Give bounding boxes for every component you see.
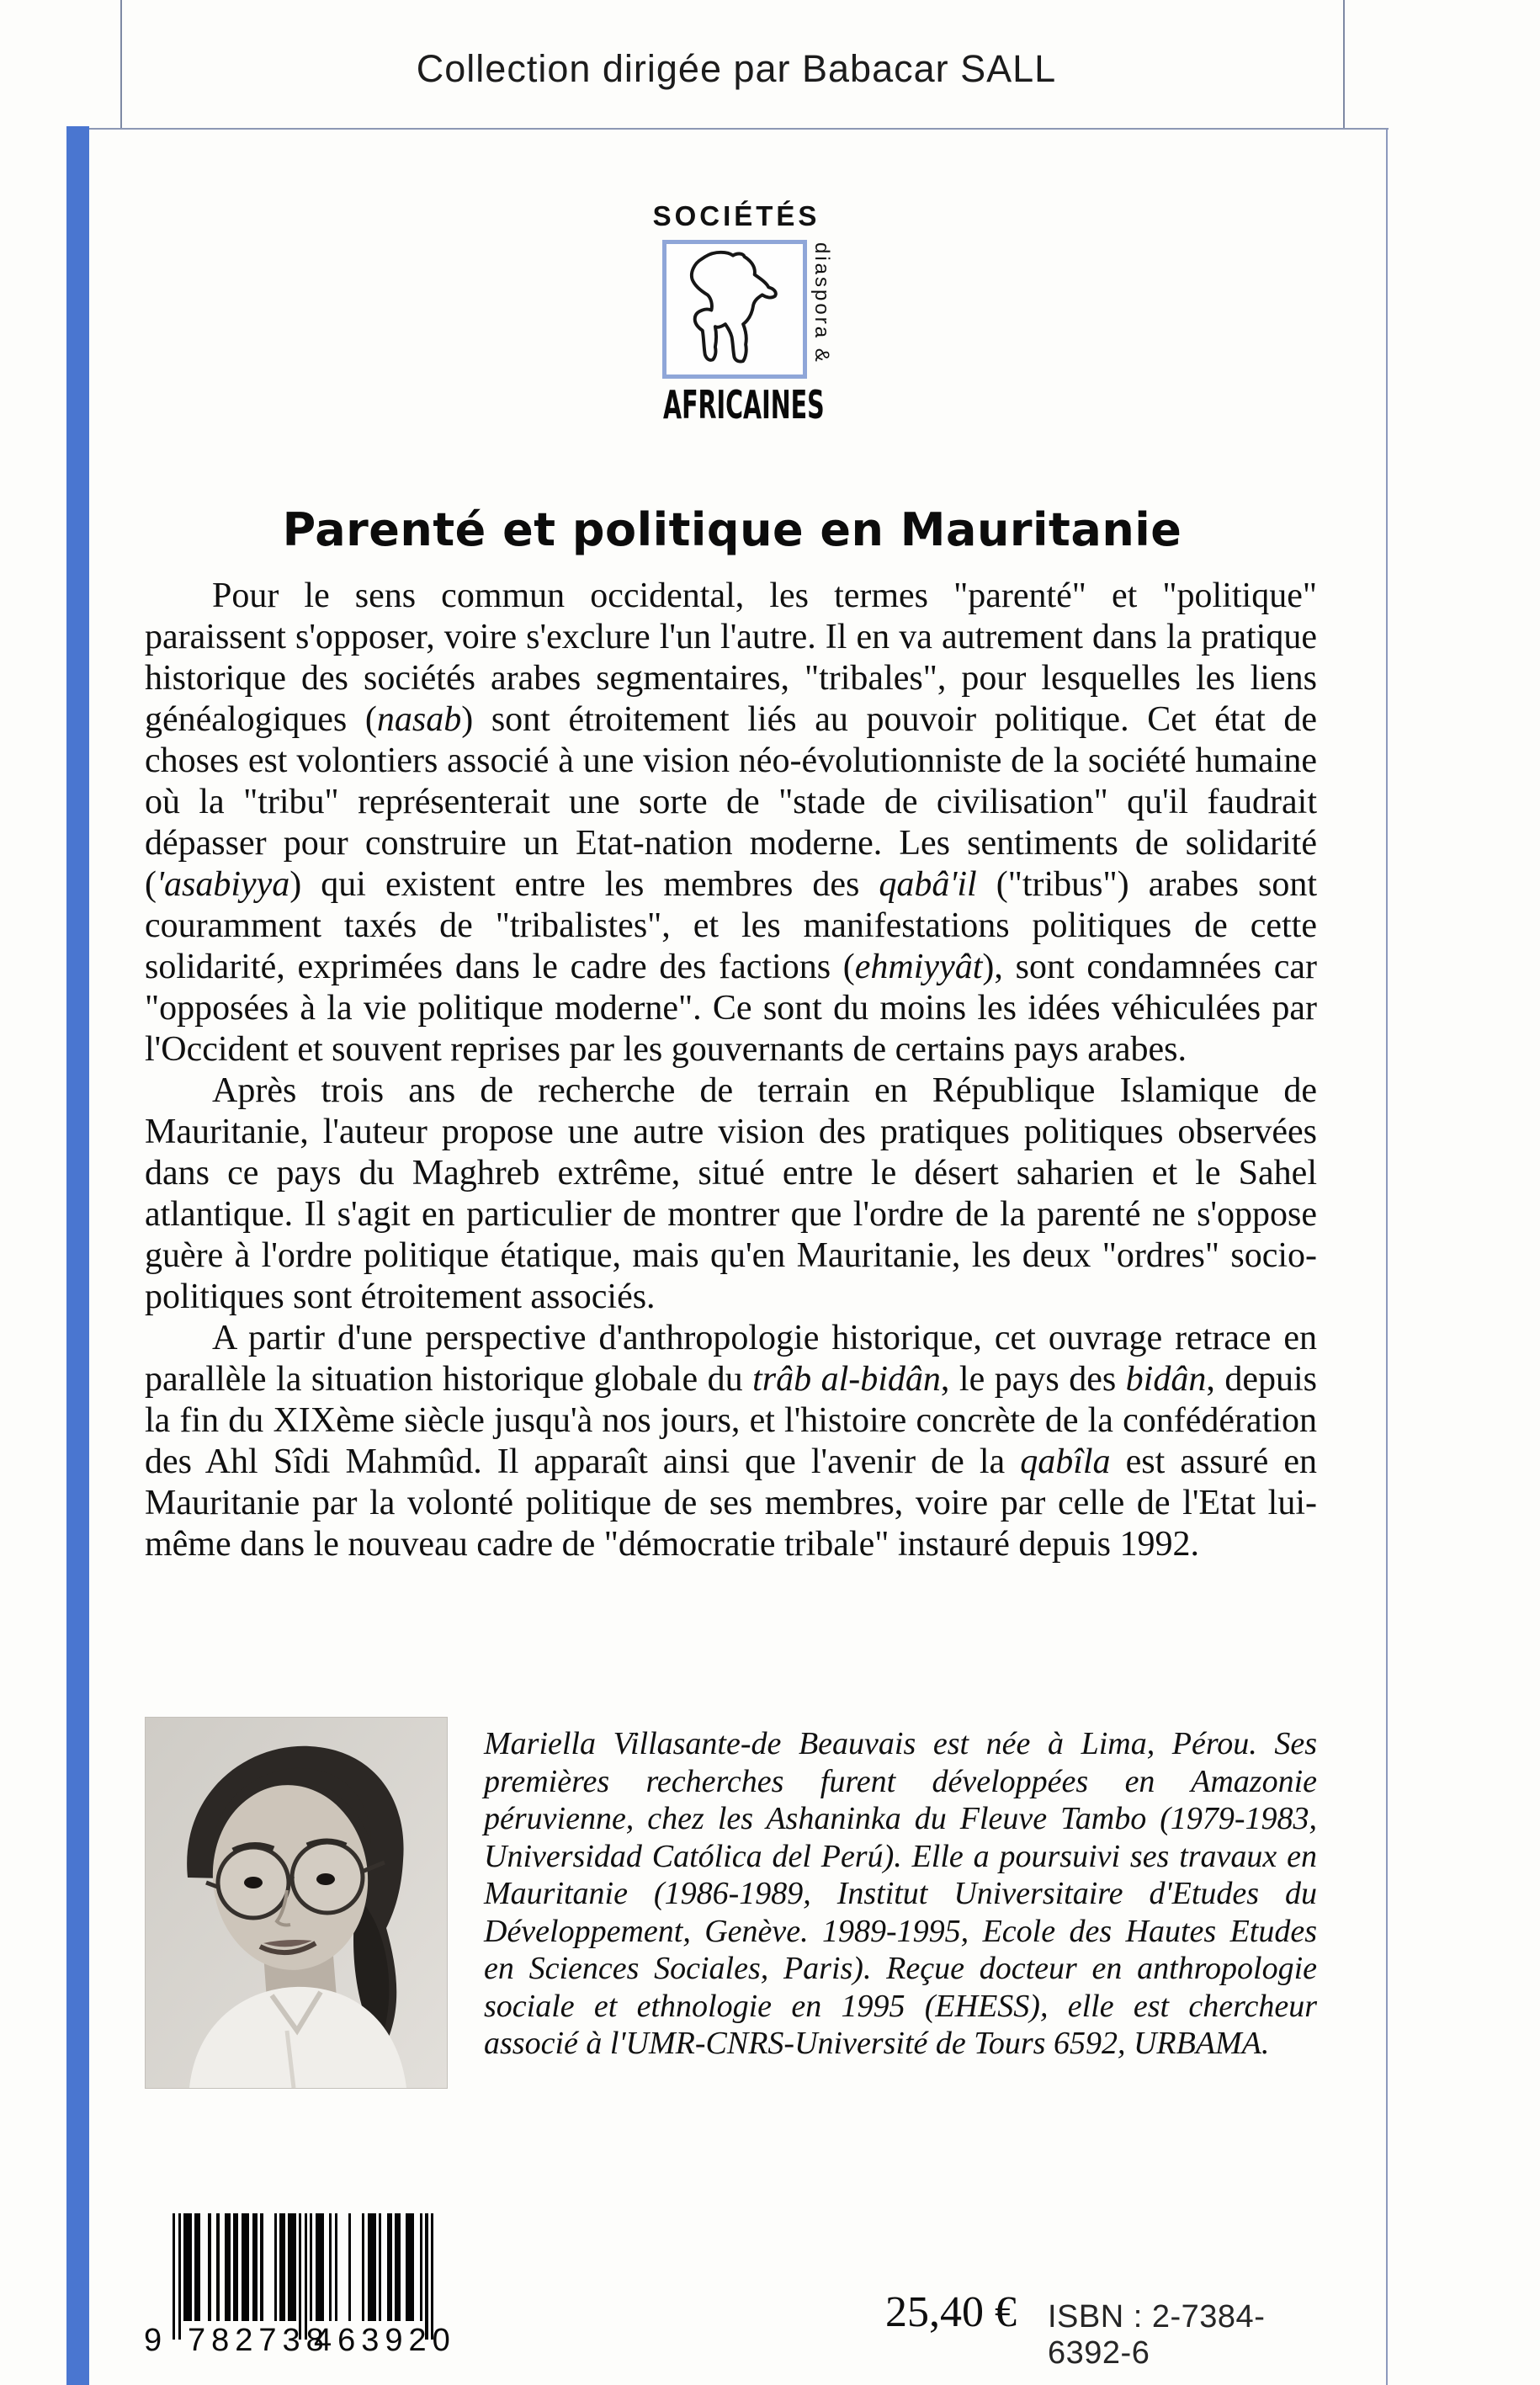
barcode-digit-first: 9 — [144, 2323, 168, 2358]
barcode-digits-group1: 782738 — [188, 2323, 330, 2358]
synopsis — [145, 576, 1317, 1565]
logo-frame — [662, 240, 807, 379]
synopsis-paragraph-3: A partir d'une perspective d'anthropologie historique, cet ouvrage retrace en parallèle la situation historique globale du trâb al-bidân, le pays des bidân, depuis la fin du XIXème siècle jusqu'à nos jours, et l'histoire concrète de la confédération des Ahl Sîdi Mahmûd. Il apparaît ainsi que l'avenir de la qabîla est assuré en Mauritanie par la volonté politique de ses membres, voire par celle de l'Etat lui-même dans le nouveau cadre de "démocratie tribale" instauré depuis 1992. — [145, 1319, 1317, 1564]
logo-africaines-text: AFRICAINES — [663, 382, 825, 428]
author-portrait-image — [146, 1718, 447, 2088]
author-photo — [145, 1717, 448, 2089]
synopsis-paragraph-2: Après trois ans de recherche de terrain en République Islamique de Mauritanie, l'auteur propose une autre vision des pratiques politiques observées dans ce pays du Maghreb extrême, situé entre le désert saharien et le Sahel atlantique. Il s'agit en particulier de montrer que l'ordre de la parenté ne s'oppose guère à l'ordre politique étatique, mais qu'en Mauritanie, les deux "ordres" socio-politiques sont étroitement associés. — [145, 1071, 1317, 1316]
right-border-line — [1386, 128, 1388, 2385]
publisher-logo — [589, 200, 943, 436]
africa-outline-icon — [666, 244, 794, 366]
left-accent-bar — [66, 126, 89, 2385]
isbn: ISBN : 2-7384-6392-6 — [1048, 2299, 1266, 2371]
synopsis-paragraph-1: Pour le sens commun occidental, les termes "parenté" et "politique" paraissent s'opposer, voire s'exclure l'un l'autre. Il en va autrement dans la pratique historique des sociétés arabes segmentaires, "tribales", pour lesquelles les liens généalogiques (nasab) sont étroitement liés au pouvoir politique. Cet état de choses est volontiers associé à une vision néo-évolutionniste de la société humaine où la "tribu" représenterait une sorte de "stade de civilisation" qu'il faudrait dépasser pour construire un Etat-nation moderne. Les sentiments de solidarité ('asabiyya) qui existent entre les membres des qabâ'il ("tribus") arabes sont couramment taxés de "tribalistes", et les manifestations politiques de cette solidarité, exprimées dans le cadre des factions (ehmiyyât), sont condamnées car "opposées à la vie politique moderne". Ce sont du moins les idées véhiculées par l'Occident et souvent reprises par les gouvernants de certains pays arabes. — [145, 576, 1317, 1069]
author-bio: Mariella Villasante-de Beauvais est née à Lima, Pérou. Ses premières recherches furent développées en Amazonie péruvienne, chez les Ashaninka du Fleuve Tambo (1979-1983, Universidad Católica del Perú). Elle a poursuivi ses travaux en Mauritanie (1986-1989, Institut Universitaire d'Etudes du Développement, Genève. 1989-1995, Ecole des Hautes Etudes en Sciences Sociales, Paris). Reçue docteur en anthropologie sociale et ethnologie en 1995 (EHESS), elle est chercheur associé à l'UMR-CNRS-Université de Tours 6592, URBAMA. — [484, 1726, 1317, 2061]
logo-societes-text: SOCIÉTÉS — [652, 200, 820, 231]
barcode-bars — [173, 2213, 433, 2321]
collection-note: Collection dirigée par Babacar SALL — [416, 47, 1057, 90]
book-title: Parenté et politique en Mauritanie — [282, 503, 1182, 556]
barcode-digits-group2: 463920 — [314, 2323, 456, 2358]
barcode — [144, 2213, 456, 2363]
header-divider-line — [86, 128, 1389, 130]
logo-diaspora-text: diaspora & — [810, 242, 833, 364]
price: 25,40 € — [885, 2288, 1017, 2336]
